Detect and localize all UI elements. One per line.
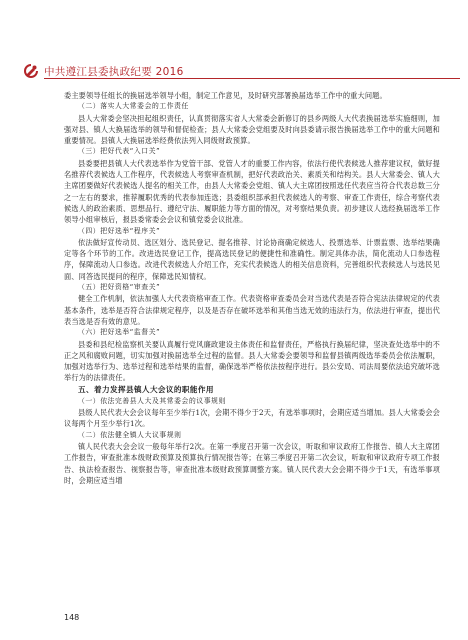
- paragraph: 县人大常委会坚决担起组织责任，认真贯彻落实省人大常委会新修订的县乡两级人大代表换届选举实施细则，加强对县、镇人大换届选举的领导和督促检查；县人大常委会党组要及时向县委请示报告换届选举工作中的重大问题和重要情况。县镇人大换届选举经费依法列入同级财政预算。: [64, 113, 440, 146]
- subheading: （六）把好选举“监督关”: [78, 328, 161, 337]
- page-header: [20, 62, 460, 80]
- page-number: 148: [64, 613, 80, 622]
- subheading: （四）把好选举“程序关”: [78, 226, 161, 235]
- subheading: （一）依法完善县人大及其常委会的议事规则: [78, 396, 226, 405]
- paragraph: 县委和县纪检监察机关要认真履行党风廉政建设主体责任和监督责任，严格执行换届纪律，坚决查处选举中的不正之风和腐败问题，切实加强对换届选举全过程的监督。县人大常委会要领导和监督县镇两级选举委员会依法履职，加强对选举行为、选举过程和选举结果的监督，确保选举严格依法按程序进行。县公安局、司法局要依法追究破坏选举行为的法律责任。: [64, 339, 440, 383]
- header-divider: [44, 78, 460, 79]
- paragraph: 健全工作机制，依法加强人大代表资格审查工作。代表资格审查委员会对当选代表是否符合宪法法律规定的代表基本条件，选举是否符合法律规定程序，以及是否存在破坏选举和其他当选无效的违法行为，依法进行审查，提出代表当选是否有效的意见。: [64, 294, 440, 326]
- paragraph: 依法做好宣传动员、选区划分、选民登记、提名推荐、讨论协商确定候选人、投票选举、计票监票、选举结果确定等各个环节的工作。改进选民登记工作，提高选民登记的便捷性和准确性。制定具体办法，简化流动人口参选程序，保障流动人口参选。改进代表候选人介绍工作，充实代表候选人的相关信息资料，完善组织代表候选人与选民见面、同答选民提问的程序，保障选民知情权。: [64, 237, 440, 281]
- paragraph: 委主要领导任组长的换届选举领导小组，制定工作意见，及时研究部署换届选举工作中的重大问题。: [64, 91, 387, 100]
- paragraph: 县级人民代表大会会议每年至少举行1次，会期不得少于2天，有选举事项时，会期应适当增加。县人大常委会会议每两个月至少举行1次。: [64, 408, 440, 429]
- paragraph: 县委要把县镇人大代表选举作为党管干部、党管人才的重要工作内容，依法行使代表候选人推荐建议权，做好提名推荐代表候选人工作程序，代表候选人考察审查机制，把好代表政治关、素质关和结构关。县人大常委会、镇人大主席团要做好代表候选人提名的相关工作，由县人大常委会党组、镇人大主席团按照选任代表应当符合代表总数三分之一左右的要求，推荐履职优秀的代表参加连选；县委组织部承担代表候选人的考察、审查工作责任，综合考察代表候选人的政治素质、思想品行、遵纪守法、履职能力等方面的情况，对考察结果负责。初步建议人选经换届选举工作领导小组审核后，报县委常委会会议和镇党委会议批准。: [64, 158, 440, 225]
- subheading: （二）落实人大常委会的工作责任: [78, 102, 189, 111]
- subheading: （二）依法健全镇人大议事规则: [78, 430, 182, 439]
- paragraph: 镇人民代表大会会议一般每年举行2次。在第一季度召开第一次会议，听取和审议政府工作报告、镇人大主席团工作报告，审查批准本级财政预算及预算执行情况报告等；在第三季度召开第二次会议，听取和审议政府专项工作报告、执法检查报告、视察报告等，审查批准本级财政预算调整方案。镇人民代表大会会期不得少于1天，有选举事项时，会期应适当增: [64, 441, 440, 485]
- subheading: （三）把好代表“入口关”: [78, 147, 161, 156]
- section-heading: 五、着力发挥县镇人大会议的职能作用: [78, 384, 214, 394]
- subheading: （五）把好资格“审查关”: [78, 283, 161, 292]
- page-body: [64, 90, 440, 486]
- header-title: 中共遵江县委执政纪要 2016: [44, 66, 184, 78]
- party-emblem-icon: [20, 62, 42, 80]
